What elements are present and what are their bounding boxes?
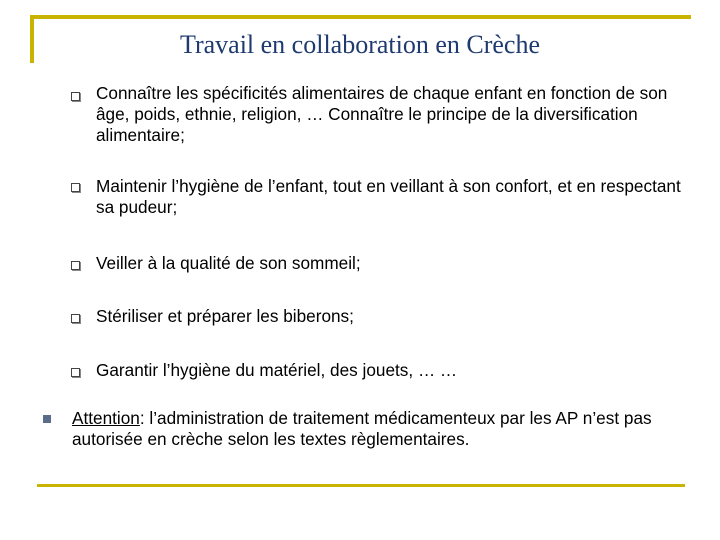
square-bullet-icon <box>43 415 51 423</box>
slide-title: Travail en collaboration en Crèche <box>179 30 541 59</box>
list-item: Maintenir l’hygiène de l’enfant, tout en veillant à son confort, et en respectant sa pudeur; <box>96 176 681 217</box>
checkbox-bullet-icon <box>71 183 80 192</box>
checkbox-bullet-icon <box>71 92 80 101</box>
attention-text: : l’administration de traitement médicamenteux par les AP n’est pas autorisée en crèche selon les textes règlementaires. <box>72 408 652 449</box>
list-item: Stériliser et préparer les biberons; <box>96 306 354 326</box>
checkbox-bullet-icon <box>71 314 80 323</box>
list-item: Connaître les spécificités alimentaires de chaque enfant en fonction de son âge, poids, ethnie, religion, … Connaître le principe de la diversification alimentaire; <box>96 83 668 145</box>
attention-keyword: Attention <box>72 408 140 428</box>
list-item: Veiller à la qualité de son sommeil; <box>96 253 361 273</box>
checkbox-bullet-icon <box>71 261 80 270</box>
list-item: Garantir l’hygiène du matériel, des jouets, … … <box>96 360 458 380</box>
checkbox-bullet-icon <box>71 368 80 377</box>
frame-bottom-line <box>37 484 685 487</box>
attention-note <box>72 408 692 450</box>
frame-top-line <box>30 15 691 19</box>
